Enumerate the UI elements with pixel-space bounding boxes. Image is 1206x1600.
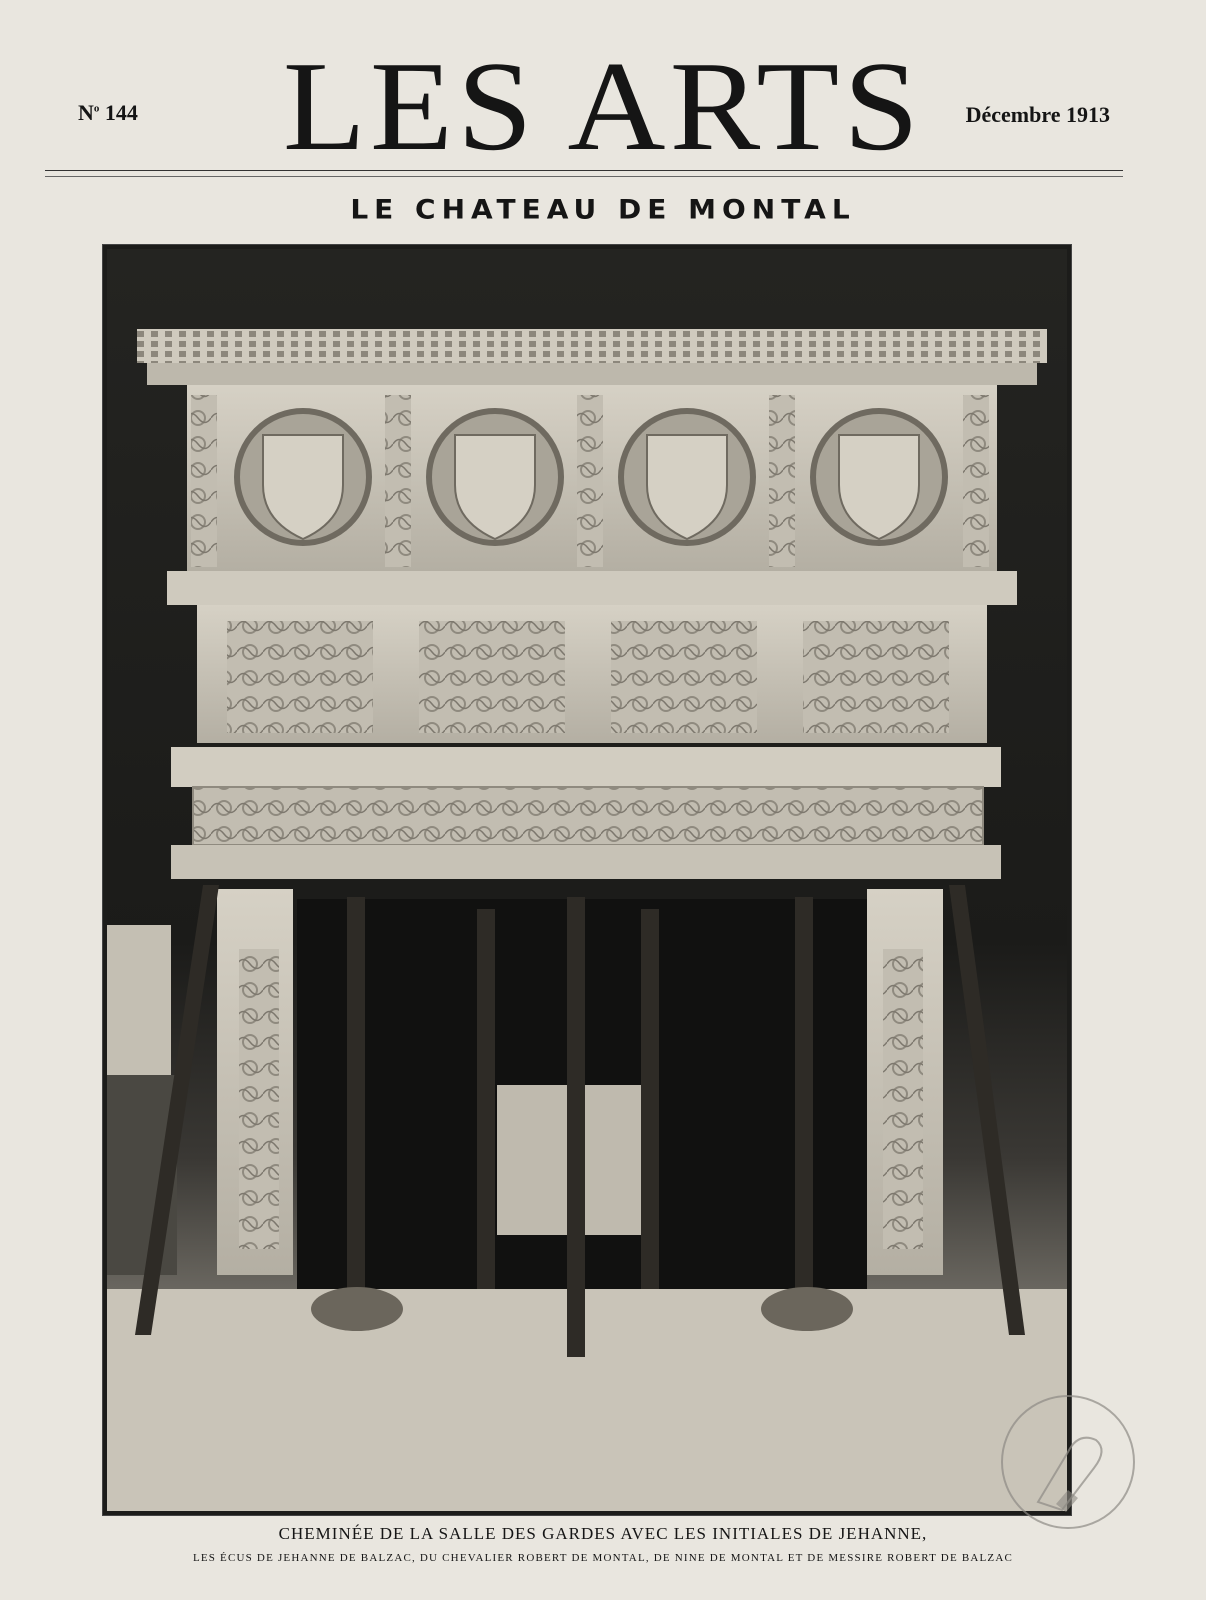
- frieze-initials-scallops: [193, 787, 983, 845]
- mantel-lintel: [171, 845, 1001, 879]
- fireplace-illustration: [107, 249, 1067, 1511]
- cornice-moulding: [147, 363, 1037, 385]
- collection-stamp-watermark: [998, 1392, 1138, 1532]
- wall-relief-panel: [107, 925, 171, 1075]
- issue-date: Décembre 1913: [965, 102, 1110, 127]
- floor: [107, 1289, 1067, 1511]
- cornice-dentils: [137, 329, 1047, 363]
- fireplace-photograph: [102, 244, 1072, 1516]
- middle-entablature: [167, 571, 1017, 605]
- mantel-shelf: [171, 747, 1001, 787]
- header-rule-thin: [45, 176, 1123, 177]
- section-title: LE CHATEAU DE MONTAL: [350, 193, 856, 226]
- masthead: [0, 0, 1206, 177]
- photo-subcaption: LES ÉCUS DE JEHANNE DE BALZAC, DU CHEVALIER ROBERT DE MONTAL, DE NINE DE MONTAL ET DE MESSIRE ROBERT DE BALZAC: [192, 1552, 1014, 1564]
- issue-number: $N^o$ 144: [78, 100, 138, 125]
- photo-caption: CHEMINÉE DE LA SALLE DES GARDES AVEC LES INITIALES DE JEHANNE,: [278, 1524, 928, 1543]
- header-rule: [45, 170, 1123, 171]
- magazine-title: LES ARTS: [282, 35, 924, 177]
